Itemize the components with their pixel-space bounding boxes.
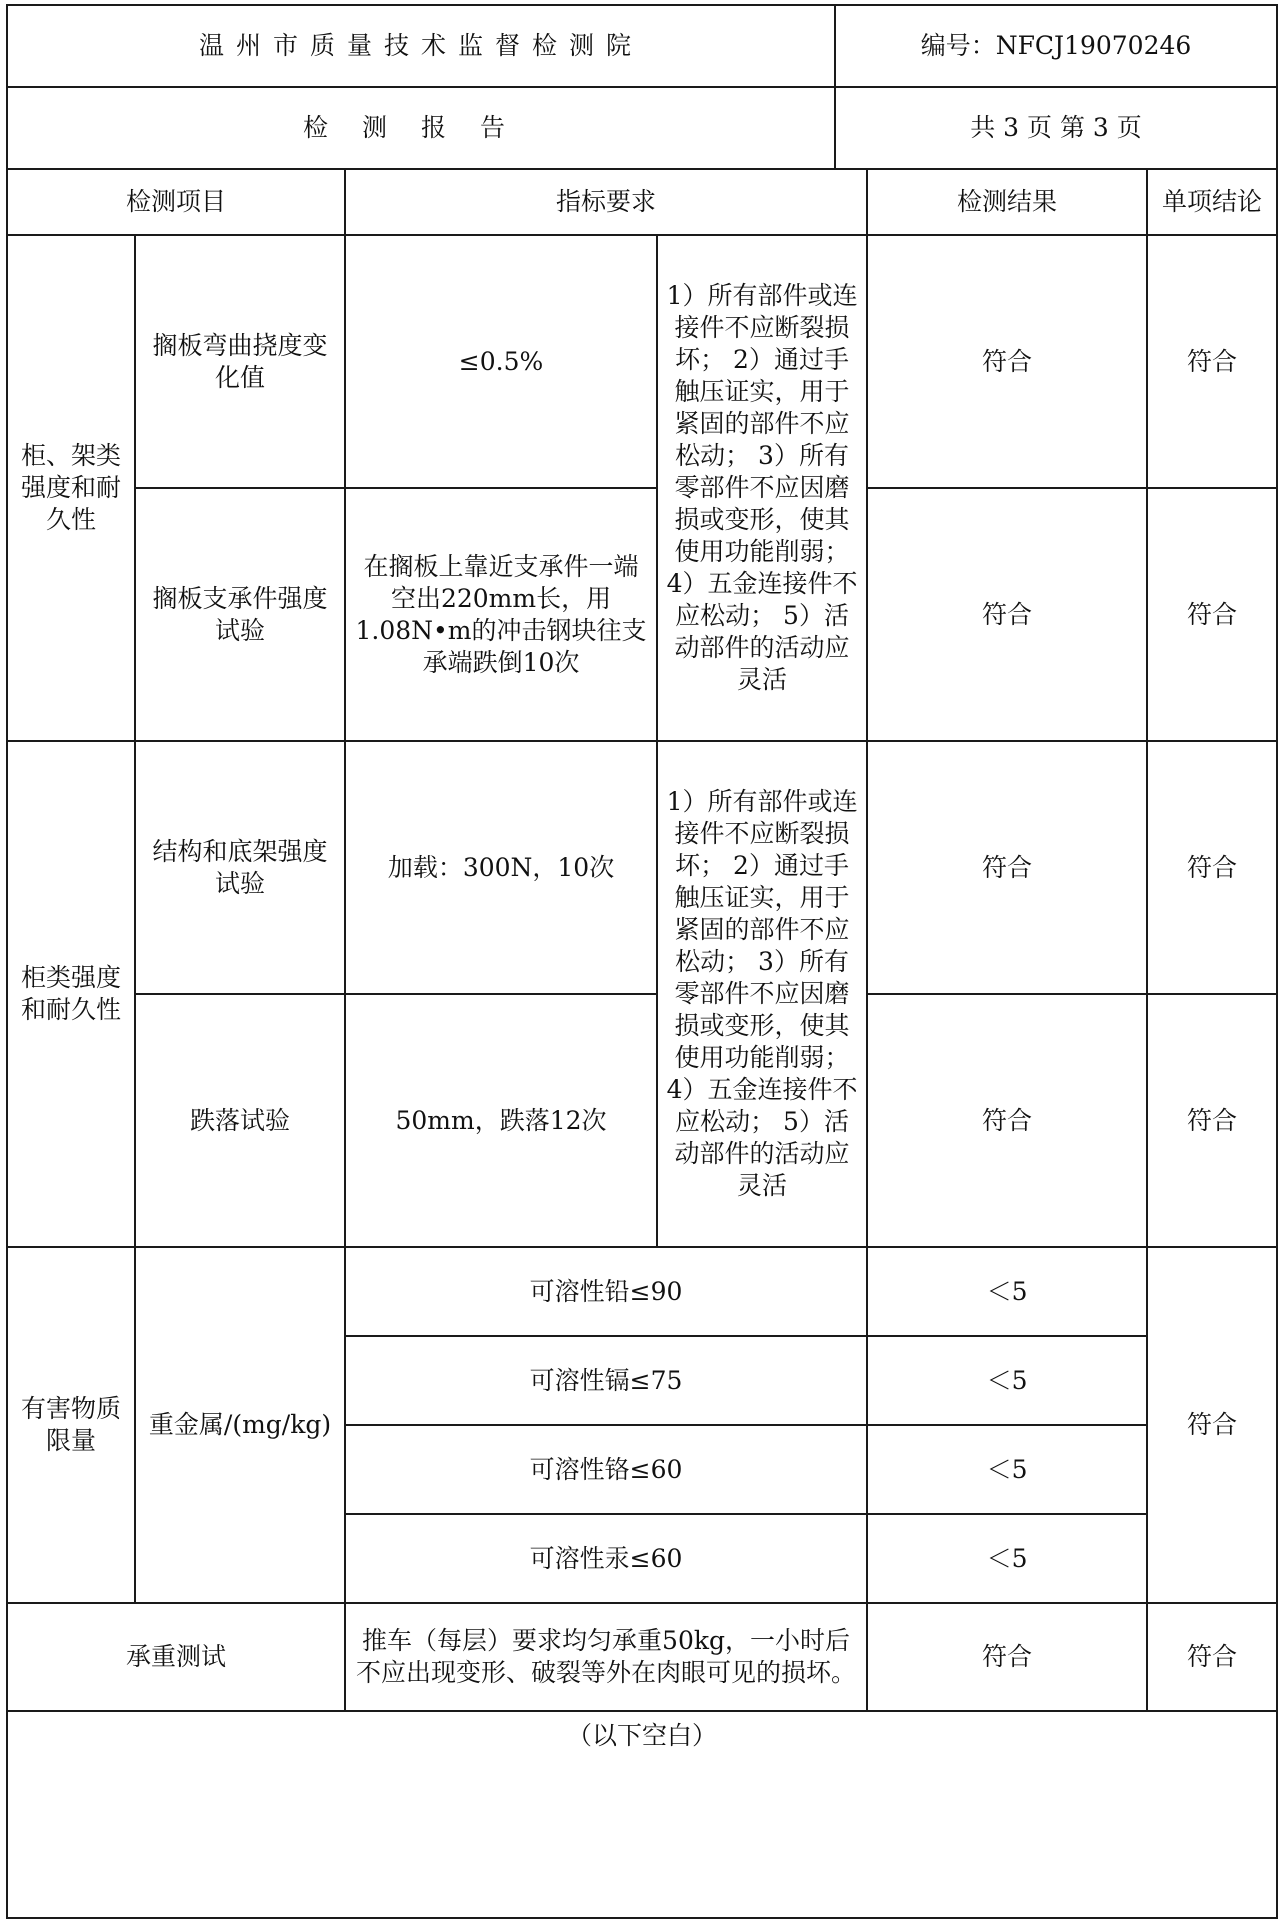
item-name: 跌落试验 — [135, 994, 345, 1247]
report-header — [6, 4, 1278, 170]
category-cell: 柜类强度和耐久性 — [7, 741, 135, 1247]
result-cell: ＜5 — [867, 1247, 1147, 1336]
requirement-cell: 可溶性汞≤60 — [345, 1514, 867, 1603]
column-header-row — [7, 169, 1277, 235]
requirement-cell: 可溶性铬≤60 — [345, 1425, 867, 1514]
col-header-requirement: 指标要求 — [345, 169, 867, 235]
item-name: 搁板支承件强度试验 — [135, 488, 345, 741]
category-cell: 柜、架类强度和耐久性 — [7, 235, 135, 741]
result-cell: ＜5 — [867, 1514, 1147, 1603]
shared-requirement-cell: 1）所有部件或连接件不应断裂损坏； 2）通过手触压证实，用于紧固的部件不应松动； 3）所有零部件不应因磨损或变形，使其使用功能削弱； 4）五金连接件不应松动； 5）活动部件的活动应灵活 — [657, 741, 867, 1247]
report-number: 编号：NFCJ19070246 — [835, 5, 1277, 87]
page-info: 共 3 页 第 3 页 — [835, 87, 1277, 169]
results-table — [6, 168, 1278, 1919]
conclusion-cell: 符合 — [1147, 1247, 1277, 1603]
report-sheet — [6, 4, 1276, 1915]
requirement-cell: 可溶性铅≤90 — [345, 1247, 867, 1336]
requirement-cell: 50mm，跌落12次 — [345, 994, 657, 1247]
category-cell: 有害物质限量 — [7, 1247, 135, 1603]
table-row — [7, 994, 1277, 1247]
requirement-cell: 推车（每层）要求均匀承重50kg，一小时后不应出现变形、破裂等外在肉眼可见的损坏。 — [345, 1603, 867, 1711]
report-title: 检测报告 — [7, 87, 835, 169]
conclusion-cell: 符合 — [1147, 1603, 1277, 1711]
table-row — [7, 1603, 1277, 1711]
conclusion-cell: 符合 — [1147, 994, 1277, 1247]
item-name: 搁板弯曲挠度变化值 — [135, 235, 345, 488]
result-cell: 符合 — [867, 994, 1147, 1247]
result-cell: ＜5 — [867, 1425, 1147, 1514]
blank-area-row — [7, 1711, 1277, 1918]
conclusion-cell: 符合 — [1147, 235, 1277, 488]
item-name: 重金属/(mg/kg) — [135, 1247, 345, 1603]
requirement-cell: 在搁板上靠近支承件一端空出220mm长，用1.08N•m的冲击钢块往支承端跌倒10次 — [345, 488, 657, 741]
col-header-item: 检测项目 — [7, 169, 345, 235]
conclusion-cell: 符合 — [1147, 488, 1277, 741]
col-header-conclusion: 单项结论 — [1147, 169, 1277, 235]
requirement-cell: 可溶性镉≤75 — [345, 1336, 867, 1425]
requirement-cell: 加载：300N，10次 — [345, 741, 657, 994]
result-cell: 符合 — [867, 741, 1147, 994]
institute-name: 温州市质量技术监督检测院 — [7, 5, 835, 87]
shared-requirement-cell: 1）所有部件或连接件不应断裂损坏； 2）通过手触压证实，用于紧固的部件不应松动； 3）所有零部件不应因磨损或变形，使其使用功能削弱； 4）五金连接件不应松动； 5）活动部件的活动应灵活 — [657, 235, 867, 741]
conclusion-cell: 符合 — [1147, 741, 1277, 994]
table-row — [7, 1247, 1277, 1336]
requirement-cell: ≤0.5% — [345, 235, 657, 488]
table-row — [7, 488, 1277, 741]
item-name: 结构和底架强度试验 — [135, 741, 345, 994]
result-cell: 符合 — [867, 235, 1147, 488]
result-cell: 符合 — [867, 1603, 1147, 1711]
table-row — [7, 741, 1277, 994]
blank-note: （以下空白） — [7, 1711, 1277, 1918]
item-name: 承重测试 — [7, 1603, 345, 1711]
result-cell: ＜5 — [867, 1336, 1147, 1425]
table-row — [7, 235, 1277, 488]
result-cell: 符合 — [867, 488, 1147, 741]
col-header-result: 检测结果 — [867, 169, 1147, 235]
